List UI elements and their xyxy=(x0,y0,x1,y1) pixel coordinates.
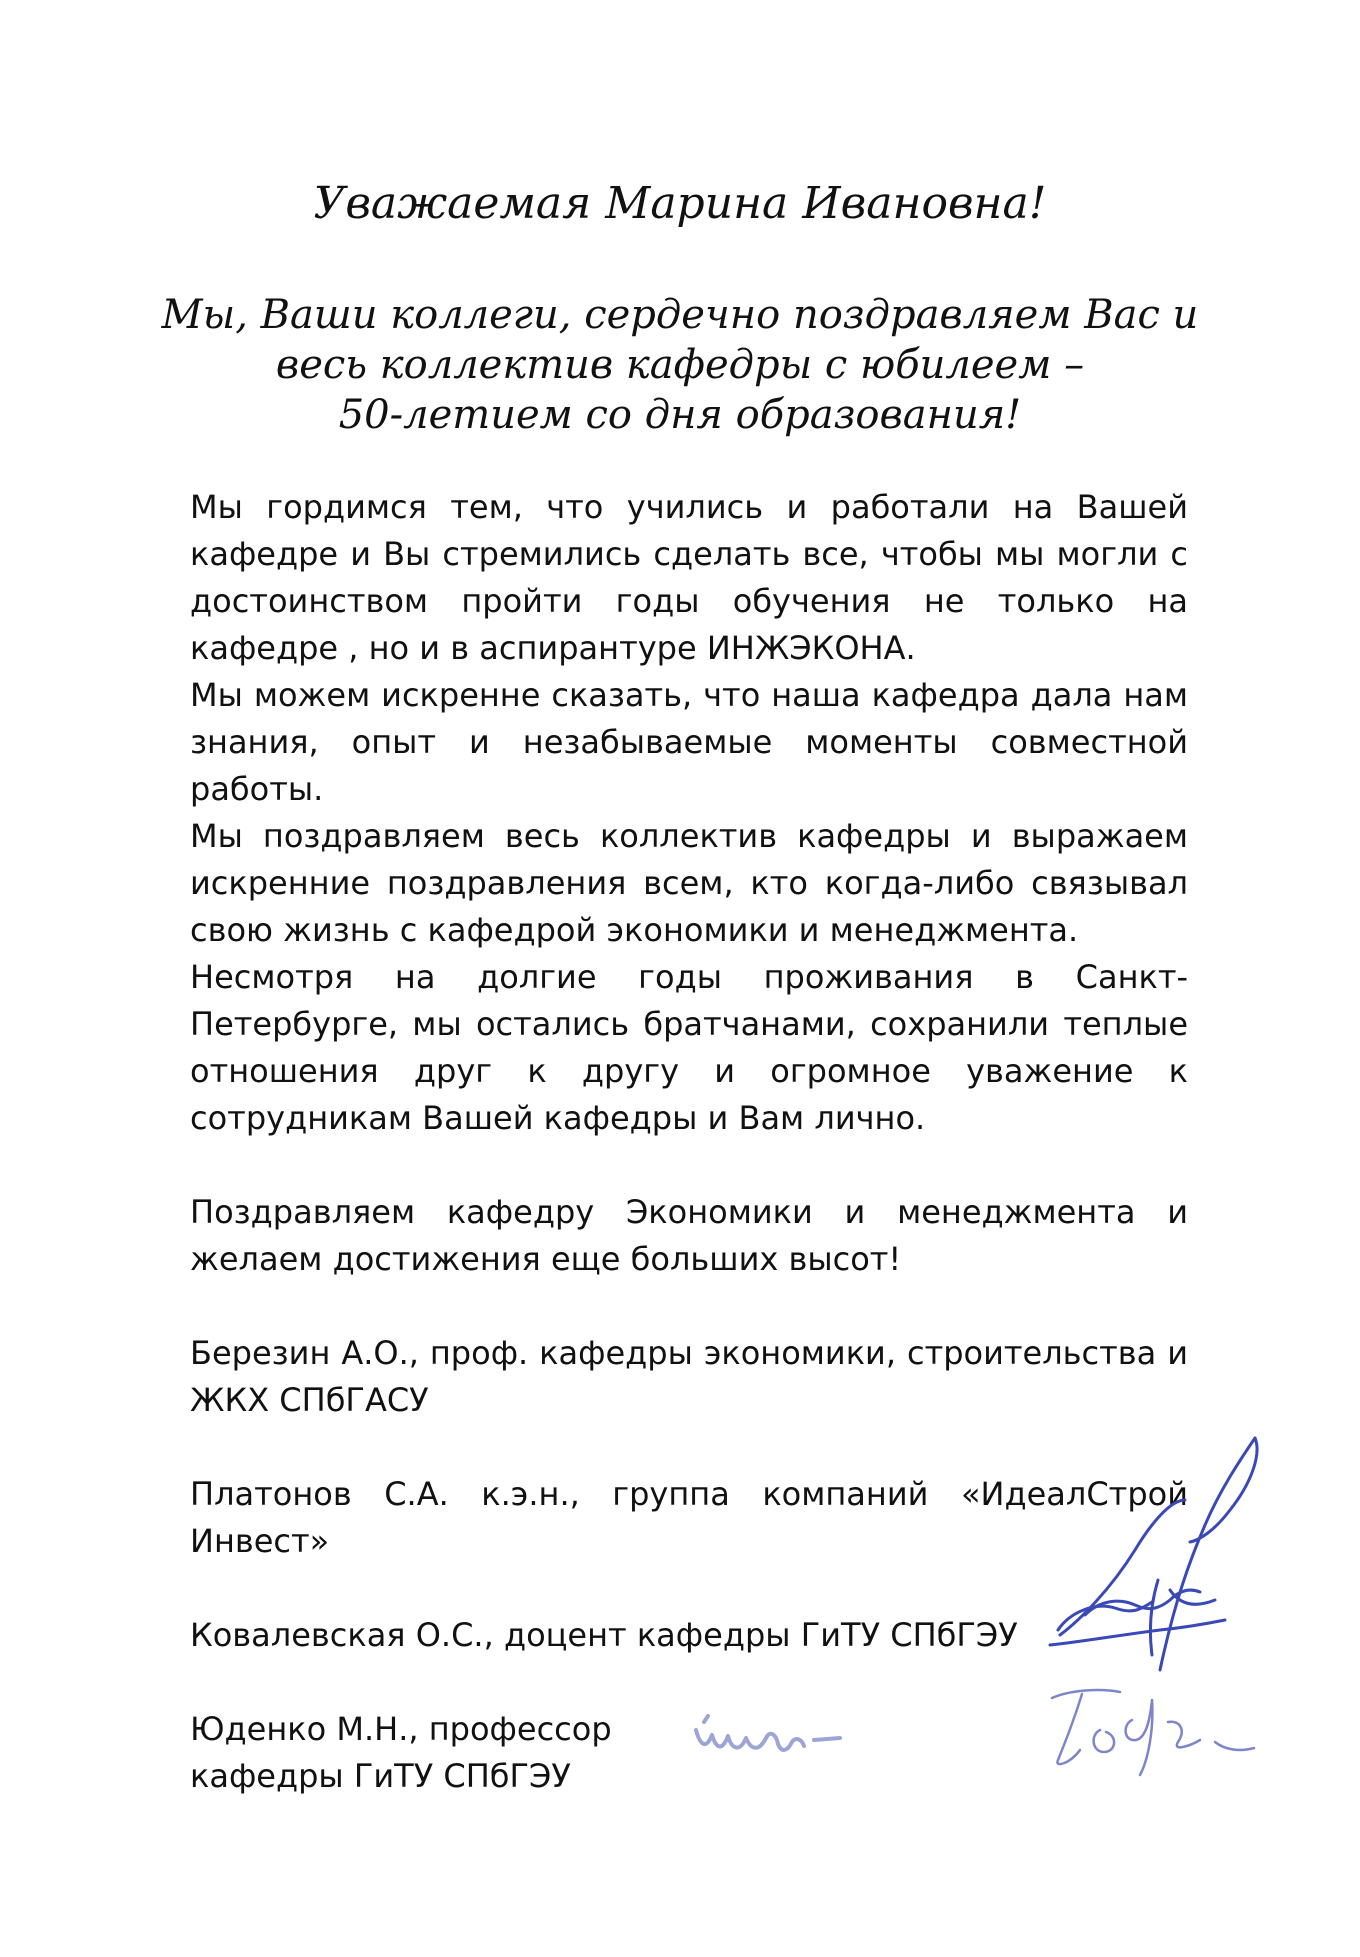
signatory-platonov: Платонов С.А. к.э.н., группа компаний «ИдеалСтрой Инвест» xyxy=(190,1475,1188,1560)
body-paragraph: Мы можем искренне сказать, что наша кафедра дала нам знания, опыт и незабываемые моменты совместной работы. xyxy=(190,676,1188,808)
closing-wishes: Поздравляем кафедру Экономики и менеджмента и желаем достижения еще больших высот! xyxy=(190,1193,1188,1278)
body-paragraph: Мы гордимся тем, что учились и работали на Вашей кафедре и Вы стремились сделать все, чтобы мы могли с достоинством пройти годы обучения не только на кафедре , но и в аспирантуре ИНЖЭКОНА. xyxy=(190,488,1188,667)
spacer xyxy=(190,1142,1188,1189)
letter-body xyxy=(190,484,1188,1800)
signatory-line: Юденко М.Н., профессор xyxy=(190,1710,612,1748)
body-paragraph: Несмотря на долгие годы проживания в Санкт-Петербурге, мы остались братчанами, сохранили теплые отношения друг к другу и огромное уважение к сотрудникам Вашей кафедры и Вам лично. xyxy=(190,958,1188,1137)
greeting-heading: Уважаемая Марина Ивановна! xyxy=(313,178,1047,229)
subtitle-line: 50-летием со дня образования! xyxy=(338,392,1022,438)
spacer xyxy=(190,1283,1188,1330)
signatory-berezin: Березин А.О., проф. кафедры экономики, строительства и ЖКХ СПбГАСУ xyxy=(190,1334,1188,1419)
body-paragraph: Мы поздравляем весь коллектив кафедры и выражаем искренние поздравления всем, кто когда-либо связывал свою жизнь с кафедрой экономики и менеджмента. xyxy=(190,817,1188,949)
signatory-line: кафедры ГиТУ СПбГЭУ xyxy=(190,1757,571,1795)
congratulation-subtitle xyxy=(160,290,1200,440)
spacer xyxy=(190,1424,1188,1471)
spacer xyxy=(190,1565,1188,1612)
subtitle-line: весь коллектив кафедры с юбилеем – xyxy=(275,342,1085,388)
signatory-kovalevskaya: Ковалевская О.С., доцент кафедры ГиТУ СПбГЭУ xyxy=(190,1616,1018,1654)
subtitle-line: Мы, Ваши коллеги, сердечно поздравляем Вас и xyxy=(161,292,1199,338)
signatory-yudenko xyxy=(190,1706,1188,1800)
spacer xyxy=(190,1659,1188,1706)
